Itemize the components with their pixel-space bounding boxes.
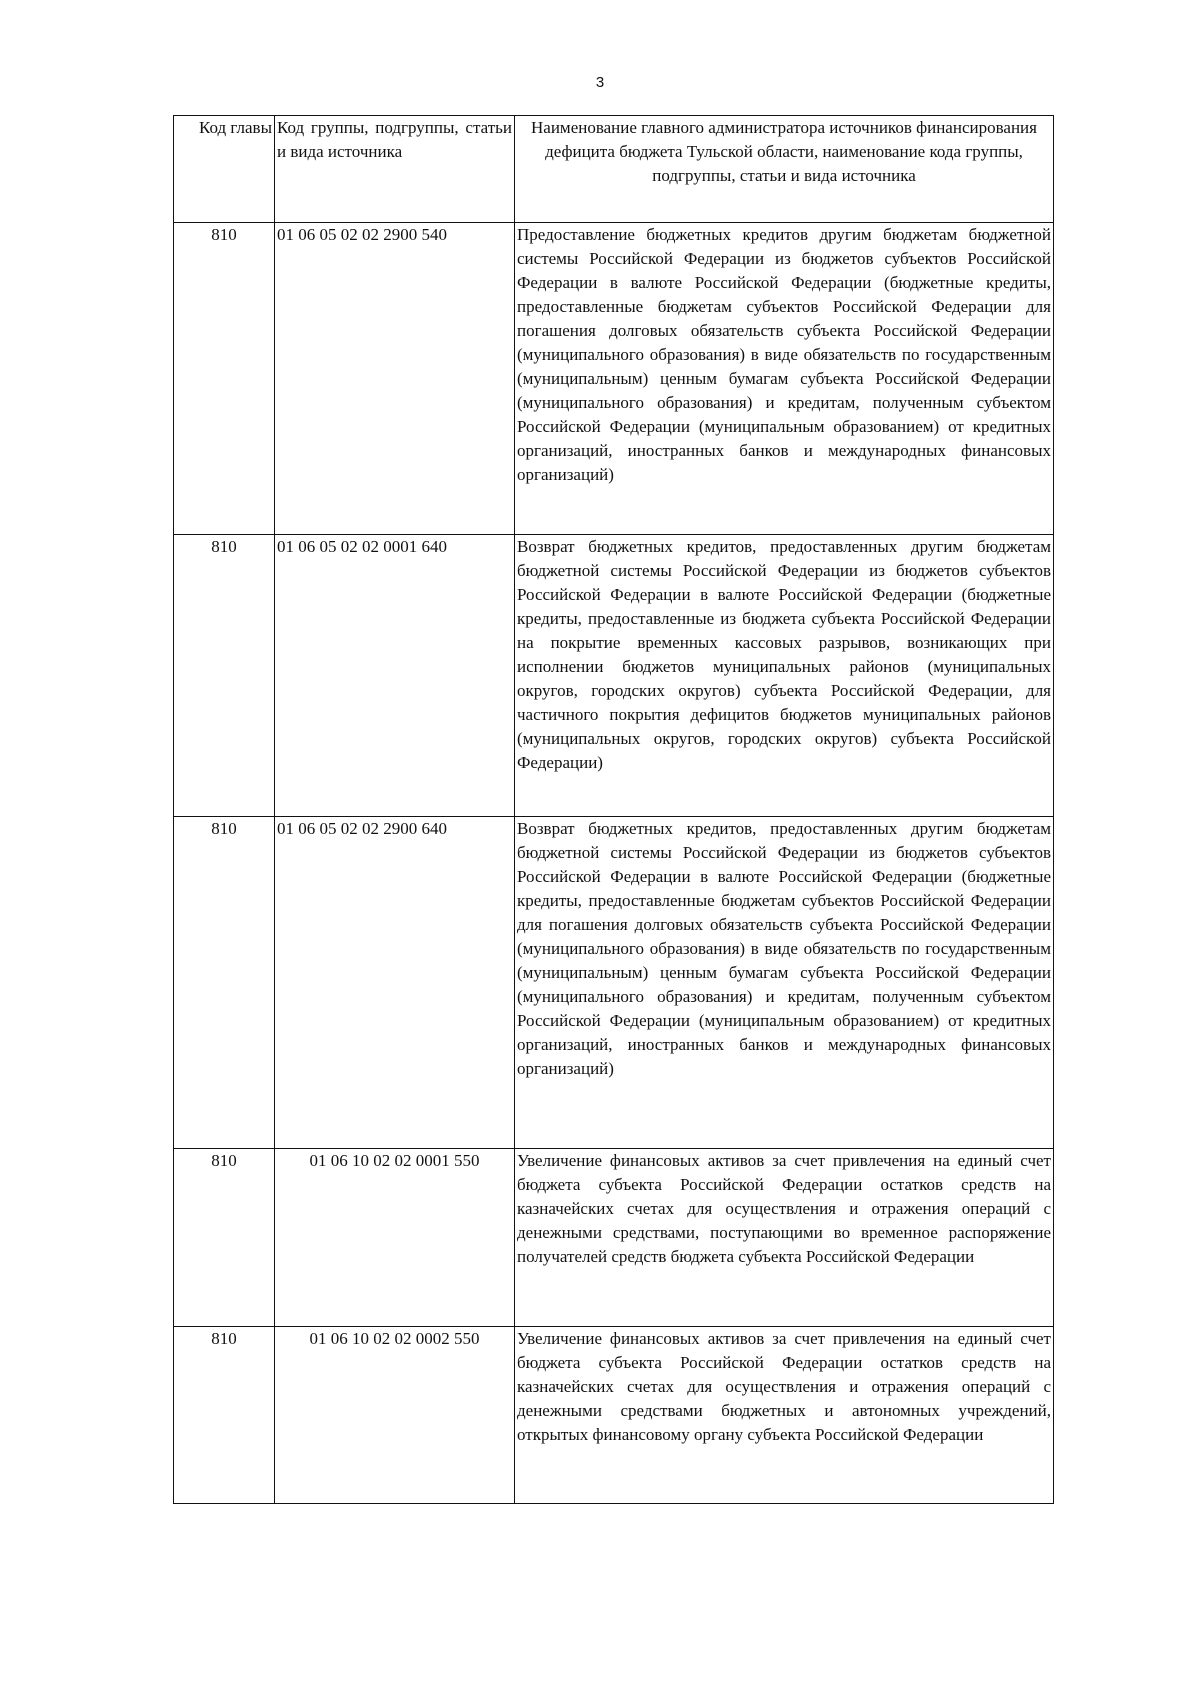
source-name-cell: Предоставление бюджетных кредитов другим бюджетам бюджетной системы Российской Федерации из бюджетов субъектов Российской Федерации в валюте Российской Федерации (бюджетные кредиты, предоставленные бюджетам субъектов Российской Федерации для погашения долговых обязательств субъекта Российской Федерации (муниципального образования) в виде обязательств по государственным (муниципальным) ценным бумагам субъекта Российской Федерации (муниципального образования) и кредитам, полученным субъектом Российской Федерации (муниципальным образованием) от кредитных организаций, иностранных банков и международных финансовых организаций) xyxy=(515,223,1054,535)
table-header-row xyxy=(174,116,1054,223)
header-chapter-code: Код главы xyxy=(174,116,275,223)
chapter-code-cell: 810 xyxy=(174,535,275,817)
source-code-cell: 01 06 10 02 02 0002 550 xyxy=(275,1327,515,1504)
header-source-code: Код группы, подгруппы, статьи и вида источника xyxy=(275,116,515,223)
source-code-cell: 01 06 10 02 02 0001 550 xyxy=(275,1149,515,1327)
table-row xyxy=(174,1149,1054,1327)
page-number: 3 xyxy=(595,74,605,91)
table-row xyxy=(174,1327,1054,1504)
chapter-code-cell: 810 xyxy=(174,1327,275,1504)
chapter-code-cell: 810 xyxy=(174,223,275,535)
source-name-cell: Возврат бюджетных кредитов, предоставленных другим бюджетам бюджетной системы Российской Федерации из бюджетов субъектов Российской Федерации в валюте Российской Федерации (бюджетные кредиты, предоставленные из бюджета субъекта Российской Федерации на покрытие временных кассовых разрывов, возникающих при исполнении бюджетов муниципальных районов (муниципальных округов, городских округов) субъекта Российской Федерации, для частичного покрытия дефицитов бюджетов муниципальных районов (муниципальных округов, городских округов) субъекта Российской Федерации) xyxy=(515,535,1054,817)
header-name: Наименование главного администратора источников финансирования дефицита бюджета Тульской области, наименование кода группы, подгруппы, статьи и вида источника xyxy=(515,116,1054,223)
source-code-cell: 01 06 05 02 02 0001 640 xyxy=(275,535,515,817)
chapter-code-cell: 810 xyxy=(174,817,275,1149)
source-code-cell: 01 06 05 02 02 2900 540 xyxy=(275,223,515,535)
source-name-cell: Увеличение финансовых активов за счет привлечения на единый счет бюджета субъекта Российской Федерации остатков средств на казначейских счетах для осуществления и отражения операций с денежными средствами бюджетных и автономных учреждений, открытых финансовому органу субъекта Российской Федерации xyxy=(515,1327,1054,1504)
table-row xyxy=(174,535,1054,817)
sources-table xyxy=(173,115,1054,1504)
source-name-cell: Возврат бюджетных кредитов, предоставленных другим бюджетам бюджетной системы Российской Федерации из бюджетов субъектов Российской Федерации в валюте Российской Федерации (бюджетные кредиты, предоставленные бюджетам субъектов Российской Федерации для погашения долговых обязательств субъекта Российской Федерации (муниципального образования) в виде обязательств по государственным (муниципальным) ценным бумагам субъекта Российской Федерации (муниципального образования) и кредитам, полученным субъектом Российской Федерации (муниципальным образованием) от кредитных организаций, иностранных банков и международных финансовых организаций) xyxy=(515,817,1054,1149)
table-row xyxy=(174,223,1054,535)
source-code-cell: 01 06 05 02 02 2900 640 xyxy=(275,817,515,1149)
chapter-code-cell: 810 xyxy=(174,1149,275,1327)
source-name-cell: Увеличение финансовых активов за счет привлечения на единый счет бюджета субъекта Российской Федерации остатков средств на казначейских счетах для осуществления и отражения операций с денежными средствами, поступающими во временное распоряжение получателей средств бюджета субъекта Российской Федерации xyxy=(515,1149,1054,1327)
table-row xyxy=(174,817,1054,1149)
